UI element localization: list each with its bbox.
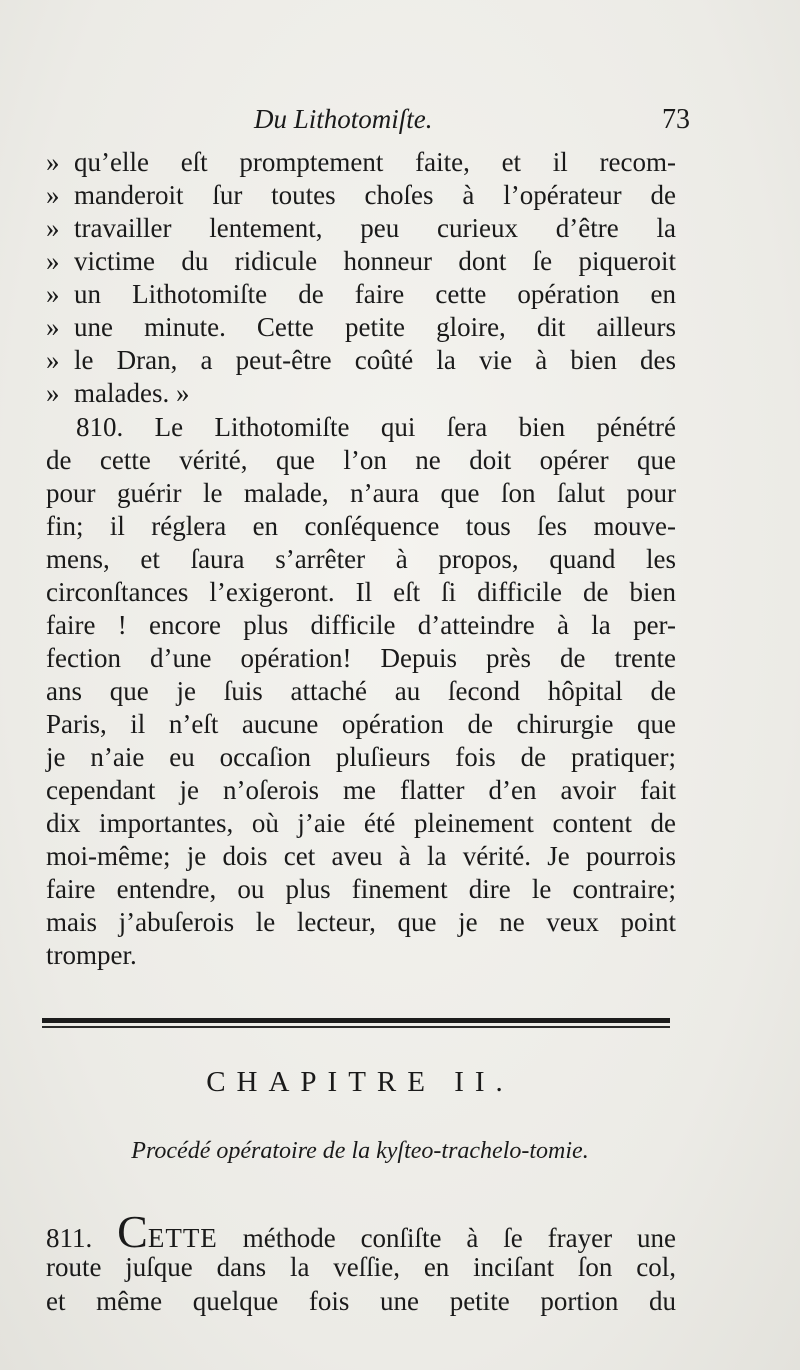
text-line: 811. CETTE méthode conſiſte à ſe frayer une — [46, 1206, 676, 1257]
quoted-line: » le Dran, a peut-être coûté la vie à bien des — [46, 345, 676, 375]
text-line: dix importantes, où j’aie été pleinement content de — [46, 808, 676, 838]
text-line: de cette vérité, que l’on ne doit opérer que — [46, 445, 676, 475]
page-number: 73 — [662, 104, 690, 135]
text-line: route juſque dans la veſſie, en inciſant ſon col, — [46, 1252, 676, 1282]
quoted-line: » malades. » — [46, 378, 190, 408]
text-line: ans que je ſuis attaché au ſecond hôpital de — [46, 676, 676, 706]
drop-cap: C — [117, 1206, 148, 1257]
quoted-line: » qu’elle eſt promptement faite, et il recom- — [46, 147, 676, 177]
text-line: et même quelque fois une petite portion du — [46, 1286, 676, 1316]
page-header — [40, 104, 690, 144]
quoted-line: » un Lithotomiſte de faire cette opération en — [46, 279, 676, 309]
text-line: 810. Le Lithotomiſte qui ſera bien pénétré — [76, 412, 676, 442]
text-line: mais j’abuſerois le lecteur, que je ne veux point — [46, 907, 676, 937]
chapter-title: CHAPITRE II. — [206, 1066, 514, 1098]
text-line: moi-même; je dois cet aveu à la vérité. Je pourrois — [46, 841, 676, 871]
text-line: mens, et ſaura s’arrêter à propos, quand les — [46, 544, 676, 574]
quoted-line: » manderoit ſur toutes choſes à l’opérateur de — [46, 180, 676, 210]
text-line: faire ! encore plus difficile d’atteindre à la per- — [46, 610, 676, 640]
text-line: cependant je n’oſerois me flatter d’en avoir fait — [46, 775, 676, 805]
quoted-line: » victime du ridicule honneur dont ſe piqueroit — [46, 246, 676, 276]
paragraph-number: 811. — [46, 1223, 93, 1253]
section-divider-thick — [42, 1018, 670, 1023]
text-line: faire entendre, ou plus finement dire le contraire; — [46, 874, 676, 904]
quoted-line: » une minute. Cette petite gloire, dit ailleurs — [46, 312, 676, 342]
quoted-line: » travailler lentement, peu curieux d’être la — [46, 213, 676, 243]
text-line: je n’aie eu occaſion pluſieurs fois de pratiquer; — [46, 742, 676, 772]
text-line: fection d’une opération! Depuis près de trente — [46, 643, 676, 673]
text-line: pour guérir le malade, n’aura que ſon ſalut pour — [46, 478, 676, 508]
section-divider-thin — [42, 1026, 670, 1028]
text-line: tromper. — [46, 940, 137, 970]
running-title: Du Lithotomiſte. — [254, 104, 433, 134]
text-line: fin; il réglera en conſéquence tous ſes mouve- — [46, 511, 676, 541]
small-caps-word: ETTE — [147, 1223, 218, 1253]
text-line: circonſtances l’exigeront. Il eſt ſi difficile de bien — [46, 577, 676, 607]
chapter-subtitle: Procédé opératoire de la kyſteo-trachelo-tomie. — [131, 1138, 589, 1164]
text-line: Paris, il n’eſt aucune opération de chirurgie que — [46, 709, 676, 739]
